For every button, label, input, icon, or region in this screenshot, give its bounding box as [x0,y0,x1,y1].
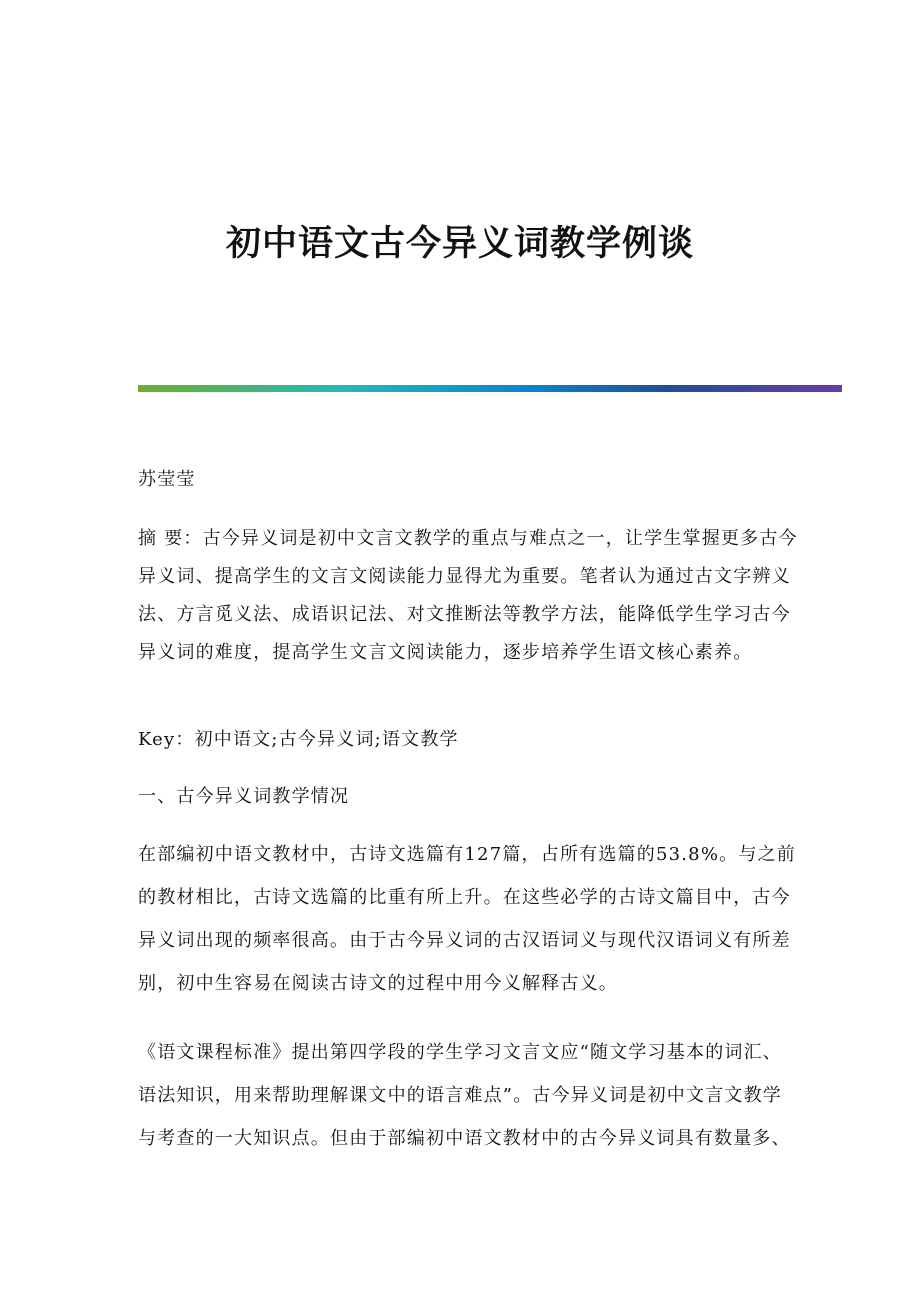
abstract-line: 异义词、提高学生的文言文阅读能力显得尤为重要。笔者认为通过古文字辨义 [138,566,791,587]
abstract-line: 异义词的难度，提高学生文言文阅读能力，逐步培养学生语文核心素养。 [138,642,753,663]
keywords: Key：初中语文;古今异义词;语文教学 [138,729,459,750]
paragraph-line: 异义词出现的频率很高。由于古今异义词的古汉语词义与现代汉语词义有所差 [138,930,791,951]
paragraph-line: 的教材相比，古诗文选篇的比重有所上升。在这些必学的古诗文篇目中，古今 [138,887,791,908]
decorative-gradient-divider [138,385,842,392]
paragraph [138,833,796,1005]
paragraph-line: 《语文课程标准》提出第四学段的学生学习文言文应“随文学习基本的词汇、 [138,1042,782,1063]
paragraph [138,1031,791,1160]
document-title: 初中语文古今异义词教学例谈 [225,223,694,264]
paragraph-line: 别，初中生容易在阅读古诗文的过程中用今义解释古义。 [138,973,618,994]
section-heading: 一、古今异义词教学情况 [138,786,350,807]
paragraph-line: 与考查的一大知识点。但由于部编初中语文教材中的古今异义词具有数量多、 [138,1128,791,1149]
paragraph-line: 语法知识，用来帮助理解课文中的语言难点”。古今异义词是初中文言文教学 [138,1085,782,1106]
author: 苏莹莹 [138,469,196,490]
abstract-line: 法、方言觅义法、成语识记法、对文推断法等教学方法，能降低学生学习古今 [138,604,791,625]
abstract [138,520,798,672]
abstract-line: 摘 要：古今异义词是初中文言文教学的重点与难点之一，让学生掌握更多古今 [138,528,798,549]
paragraph-line: 在部编初中语文教材中，古诗文选篇有127篇，占所有选篇的53.8%。与之前 [138,844,796,865]
